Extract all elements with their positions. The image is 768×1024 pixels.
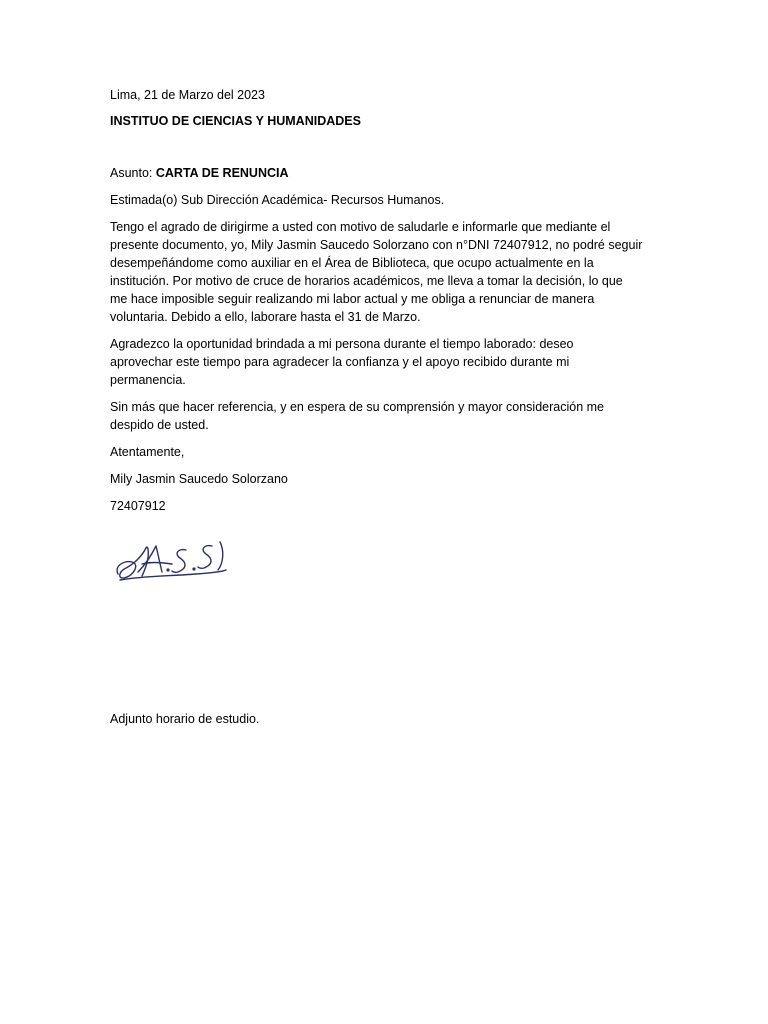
signature-icon	[112, 536, 232, 586]
closing: Atentamente,	[110, 445, 185, 459]
paragraph-line: Agradezco la oportunidad brindada a mi persona durante el tiempo laborado: deseo	[110, 337, 574, 351]
handwritten-signature	[112, 536, 232, 586]
signer-id: 72407912	[110, 499, 166, 513]
paragraph-line: permanencia.	[110, 373, 186, 387]
paragraph-line: presente documento, yo, Mily Jasmin Saucedo Solorzano con n°DNI 72407912, no podré seguir	[110, 238, 643, 252]
signer-name: Mily Jasmin Saucedo Solorzano	[110, 472, 288, 486]
subject-line	[110, 164, 650, 182]
paragraph-line: me hace imposible seguir realizando mi labor actual y me obliga a renunciar de manera	[110, 292, 595, 306]
paragraph-farewell	[110, 398, 650, 434]
attachment-note: Adjunto horario de estudio.	[110, 712, 260, 726]
paragraph-line: voluntaria. Debido a ello, laborare hasta el 31 de Marzo.	[110, 310, 421, 324]
paragraph-gratitude	[110, 335, 650, 389]
paragraph-line: institución. Por motivo de cruce de horarios académicos, me lleva a tomar la decisión, lo que	[110, 274, 623, 288]
letter-body	[110, 86, 650, 515]
paragraph-line: Tengo el agrado de dirigirme a usted con motivo de saludarle e informarle que mediante el	[110, 220, 611, 234]
institution-name: INSTITUO DE CIENCIAS Y HUMANIDADES	[110, 114, 361, 128]
paragraph-resignation	[110, 218, 650, 326]
paragraph-line: desempeñándome como auxiliar en el Área de Biblioteca, que ocupo actualmente en la	[110, 256, 594, 270]
paragraph-line: Sin más que hacer referencia, y en espera de su comprensión y mayor consideración me	[110, 400, 605, 414]
greeting: Estimada(o) Sub Dirección Académica- Recursos Humanos.	[110, 193, 445, 207]
place-date: Lima, 21 de Marzo del 2023	[110, 88, 265, 102]
subject-label: Asunto:	[110, 166, 153, 180]
paragraph-line: aprovechar este tiempo para agradecer la confianza y el apoyo recibido durante mi	[110, 355, 570, 369]
subject-value: CARTA DE RENUNCIA	[155, 166, 289, 180]
paragraph-line: despido de usted.	[110, 418, 209, 432]
